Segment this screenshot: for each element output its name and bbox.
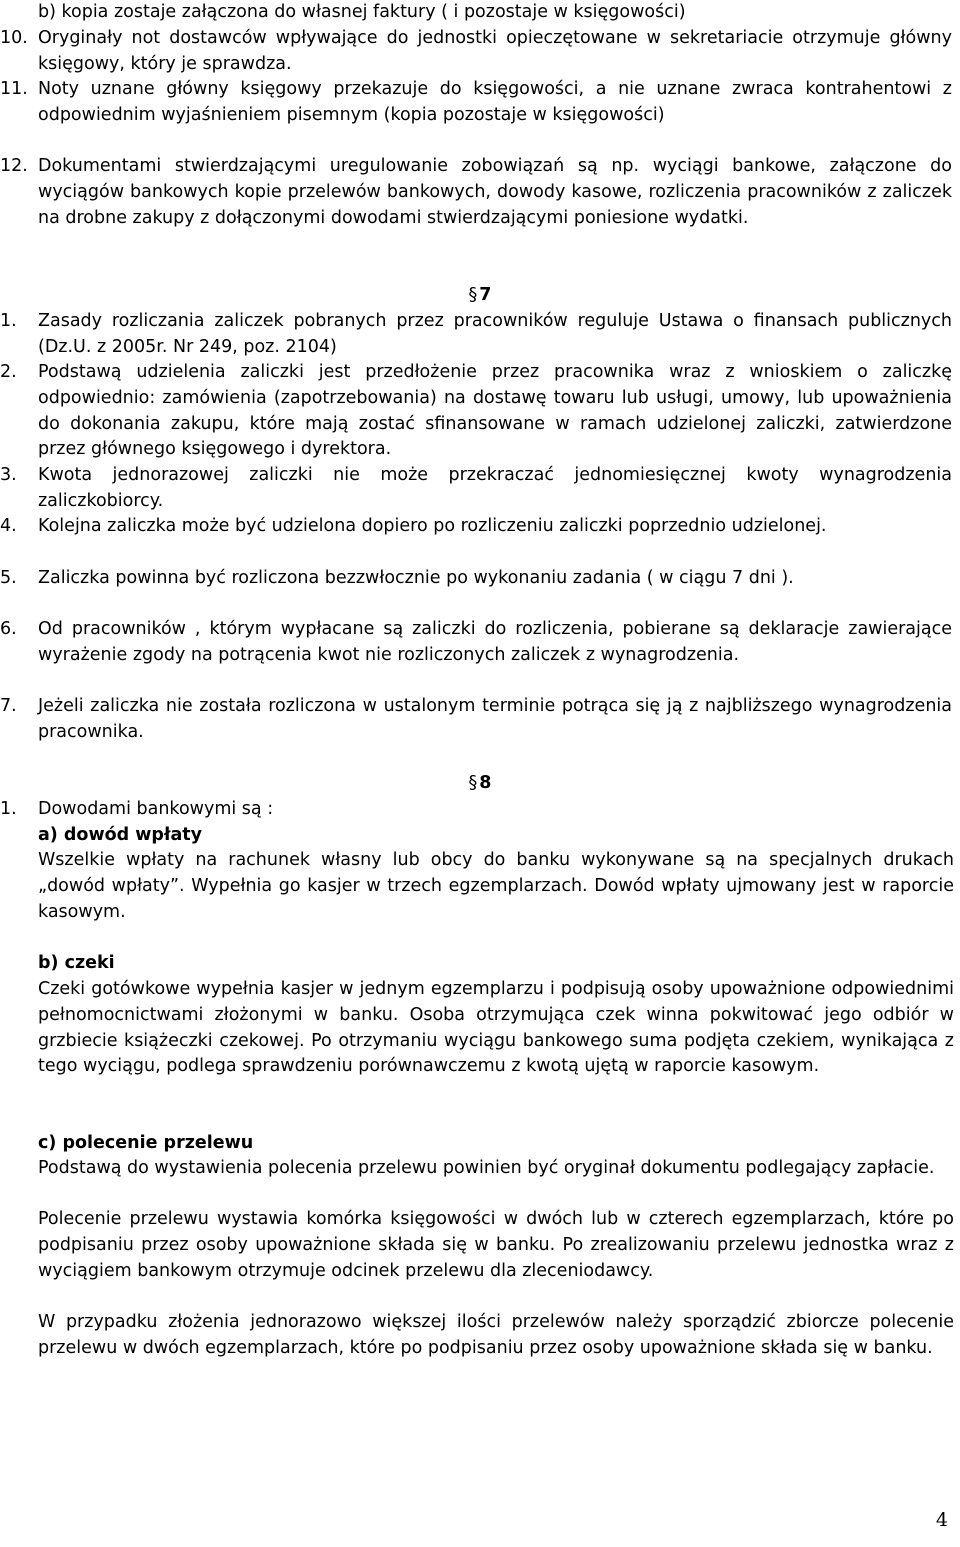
list-item [0,360,960,463]
subsection-heading-a: a) dowód wpłaty [38,825,203,845]
list-text: Dokumentami stwierdzającymi uregulowanie zobowiązań są np. wyciągi bankowe, załączone do wyciągów bankowych kopie przelewów bankowych, dowody kasowe, rozliczenia pracowników z zaliczek na drobne zakupy z dołączonymi dowodami stwierdzającymi poniesione wydatki. [38,156,952,228]
list-item [0,463,960,515]
paragraph: Czeki gotówkowe wypełnia kasjer w jednym egzemplarzu i podpisują osoby upoważnione odpowiednimi pełnomocnictwami złożonymi w banku. Osoba otrzymująca czek winna pokwitować jego odbiór w grzbiecie książeczki czekowej. Po otrzymaniu wyciągu bankowego suma podjęta czekiem, wynikająca z tego wyciągu, podlega sprawdzeniu porównawczemu z kwotą ujętą w raporcie kasowym. [38,979,954,1077]
list-number: 6. [0,619,17,639]
list-item [0,77,960,129]
list-number: 1. [0,311,17,331]
list-item [0,694,960,746]
paragraph: Polecenie przelewu wystawia komórka księgowości w dwóch lub w czterech egzemplarzach, które po podpisaniu przez osoby upoważnione składa się w banku. Po zrealizowaniu przelewu jednostka wraz z wyciągiem bankowym otrzymuje odcinek przelewu dla zleceniodawcy. [38,1209,954,1281]
page-number: 4 [935,1509,948,1531]
section-heading [460,771,500,797]
list-text: Zaliczka powinna być rozliczona bezzwłocznie po wykonaniu zadania ( w ciągu 7 dni ). [38,568,794,588]
list-item [0,154,960,231]
list-item [0,514,960,540]
section-number: 7 [479,285,492,305]
list-item [0,566,960,592]
list-item [0,26,960,78]
list-text: Jeżeli zaliczka nie została rozliczona w ustalonym terminie potrąca się ją z najbliższego wynagrodzenia pracownika. [38,696,952,742]
section-sign: § [468,285,478,305]
section-number: 8 [479,773,492,793]
list-number: 2. [0,362,17,382]
list-text: Dowodami bankowymi są : [38,799,274,819]
list-item [0,617,960,669]
list-number: 1. [0,799,17,819]
section-sign: § [468,773,478,793]
subsection-heading-c: c) polecenie przelewu [38,1133,254,1153]
list-item [0,797,960,823]
list-number: 10. [0,28,28,48]
paragraph: W przypadku złożenia jednorazowo większej ilości przelewów należy sporządzić zbiorcze polecenie przelewu w dwóch egzemplarzach, które po podpisaniu przez osoby upoważnione składa się w banku. [38,1312,954,1358]
list-number: 3. [0,465,17,485]
list-number: 12. [0,156,28,176]
list-text: Noty uznane główny księgowy przekazuje do księgowości, a nie uznane zwraca kontrahentowi z odpowiednim wyjaśnieniem pisemnym (kopia pozostaje w księgowości) [38,79,952,125]
list-text: Kwota jednorazowej zaliczki nie może przekraczać jednomiesięcznej kwoty wynagrodzenia zaliczkobiorcy. [38,465,952,511]
list-text: Oryginały not dostawców wpływające do jednostki opieczętowane w sekretariacie otrzymuje główny księgowy, który je sprawdza. [38,28,952,74]
paragraph: Podstawą do wystawienia polecenia przelewu powinien być oryginał dokumentu podlegający zapłacie. [38,1158,935,1178]
list-text: Kolejna zaliczka może być udzielona dopiero po rozliczeniu zaliczki poprzednio udzielonej. [38,516,827,536]
list-number: 4. [0,516,17,536]
list-item [0,309,960,361]
list-item [0,0,960,26]
list-text: Podstawą udzielenia zaliczki jest przedłożenie przez pracownika wraz z wnioskiem o zaliczkę odpowiednio: zamówienia (zapotrzebowania) na dostawę towaru lub usługi, umowy, lub upoważnienia do dokonania zakupu, które mają zostać sfinansowane w ramach udzielonej zaliczki, zatwierdzone przez głównego księgowego i dyrektora. [38,362,952,460]
list-text: Od pracowników , którym wypłacane są zaliczki do rozliczenia, pobierane są deklaracje zawierające wyrażenie zgody na potrącenia kwot nie rozliczonych zaliczek z wynagrodzenia. [38,619,952,665]
list-number: 7. [0,696,17,716]
list-text: b) kopia zostaje załączona do własnej faktury ( i pozostaje w księgowości) [38,2,686,22]
list-number: 11. [0,79,28,99]
list-number: 5. [0,568,17,588]
list-text: Zasady rozliczania zaliczek pobranych przez pracowników reguluje Ustawa o finansach publicznych (Dz.U. z 2005r. Nr 249, poz. 2104) [38,311,952,357]
subsection-heading-b: b) czeki [38,953,115,973]
section-heading [460,283,500,309]
list-number [0,0,38,26]
paragraph: Wszelkie wpłaty na rachunek własny lub obcy do banku wykonywane są na specjalnych drukach „dowód wpłaty”. Wypełnia go kasjer w trzech egzemplarzach. Dowód wpłaty ujmowany jest w raporcie kasowym. [38,850,954,922]
